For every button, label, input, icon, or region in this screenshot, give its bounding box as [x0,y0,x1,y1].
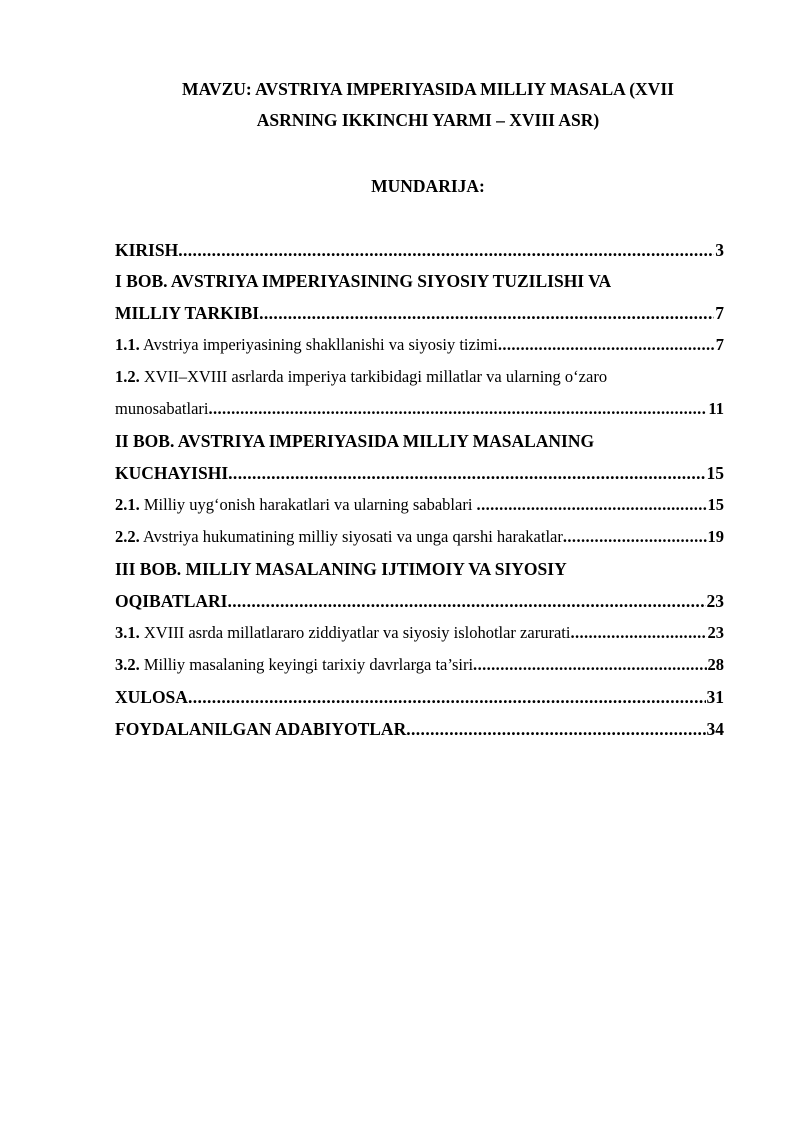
toc-page-number: 7 [715,303,724,323]
toc-entry-text: OQIBATLARI [115,591,228,611]
toc-page-number: 7 [715,335,724,354]
toc-entry-section-2-2 [115,521,724,553]
toc-leader-dots [473,649,706,681]
toc-leader-dots [563,521,707,553]
toc-entry-text: Milliy masalaning keyingi tarixiy davrlarga ta’siri [139,655,474,674]
toc-entry-introduction [115,236,724,265]
toc-entry-text: Avstriya hukumatining milliy siyosati va unga qarshi harakatlar [139,527,563,546]
toc-section-number: 3.1. [115,623,140,642]
toc-entry-text: Milliy uyg‘onish harakatlari va ularning sabablari [139,495,477,514]
toc-entry-text: munosabatlari [115,399,209,418]
toc-page-number: 11 [708,399,724,418]
toc-section-number: 3.2. [115,655,140,674]
toc-page-number: 31 [706,687,724,707]
toc-page-number: 19 [707,527,724,546]
toc-entry-text: XVIII asrda millatlararo ziddiyatlar va siyosiy islohotlar zarurati [139,623,571,642]
toc-leader-dots [228,457,705,489]
toc-section-number: 1.2. [115,367,140,386]
toc-page-number: 15 [707,495,724,514]
toc-entry-chapter-3 [115,553,724,617]
toc-leader-dots [477,489,707,521]
toc-entry-conclusion [115,681,724,713]
toc-leader-dots [208,393,707,425]
toc-entry-text: KUCHAYISHI [115,463,229,483]
toc-leader-dots [406,713,705,745]
toc-section-number: 1.1. [115,335,140,354]
toc-entry-references [115,713,724,745]
toc-page-number: 34 [706,719,724,739]
toc-entry-text: KIRISH [115,240,179,260]
toc-entry-text: I BOB. AVSTRIYA IMPERIYASINING SIYOSIY TUZILISHI VA [115,271,612,291]
toc-page-number: 23 [706,591,724,611]
toc-entry-section-1-1 [115,329,724,361]
toc-leader-dots [570,617,706,649]
toc-entry-text: III BOB. MILLIY MASALANING IJTIMOIY VA SIYOSIY [115,559,567,579]
toc-entry-text: XVII–XVIII asrlarda imperiya tarkibidagi millatlar va ularning o‘zaro [139,367,608,386]
toc-entry-section-2-1 [115,489,724,521]
toc-entry-section-3-1 [115,617,724,649]
title-line-2: ASRNING IKKINCHI YARMI – XVIII ASR) [256,110,600,130]
toc-page-number: 28 [707,655,724,674]
document-title [100,74,756,136]
toc-page-number: 23 [707,623,724,642]
toc-entry-text: XULOSA [115,687,188,707]
toc-section-number: 2.2. [115,527,140,546]
toc-leader-dots [259,297,714,329]
toc-entry-text: MILLIY TARKIBI [115,303,260,323]
toc-entry-chapter-1 [115,265,724,329]
toc-entry-chapter-2 [115,425,724,489]
toc-page-number: 3 [715,240,724,260]
toc-page-number: 15 [706,463,724,483]
toc-leader-dots [178,236,714,265]
title-line-1: MAVZU: AVSTRIYA IMPERIYASIDA MILLIY MASALA (XVII [182,79,674,99]
toc-entry-text: Avstriya imperiyasining shakllanishi va siyosiy tizimi [139,335,498,354]
toc-entry-text: II BOB. AVSTRIYA IMPERIYASIDA MILLIY MASALANING [115,431,595,451]
contents-heading: MUNDARIJA: [371,176,485,196]
toc-leader-dots [188,681,706,713]
toc-entry-section-1-2 [115,361,724,425]
toc-entry-text: FOYDALANILGAN ADABIYOTLAR [115,719,407,739]
table-of-contents [115,236,724,745]
toc-leader-dots [227,585,705,617]
toc-leader-dots [498,329,715,361]
toc-entry-section-3-2 [115,649,724,681]
toc-section-number: 2.1. [115,495,140,514]
